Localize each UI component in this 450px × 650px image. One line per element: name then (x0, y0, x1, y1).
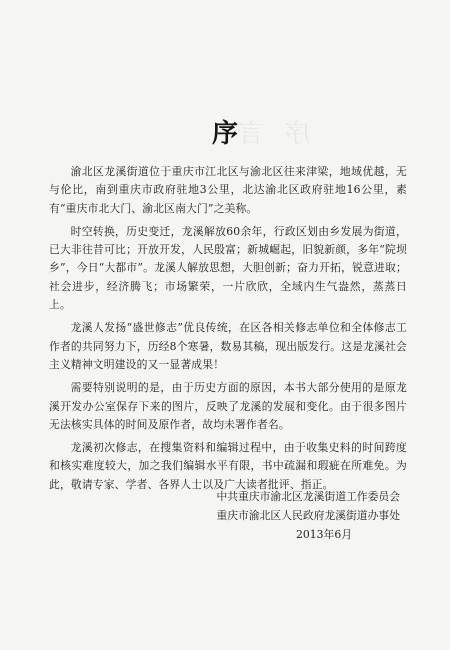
signature-org-1: 中共重庆市渝北区龙溪街道工作委员会 (216, 490, 400, 503)
paragraph-3: 龙溪人发扬“盛世修志”优良传统，在区各相关修志单位和全体修志工作者的共同努力下，历经8个寒暑，数易其稿，现出版发行。这是龙溪社会主义精神文明建设的又一显著成果！ (49, 321, 407, 371)
signature-org-2: 重庆市渝北区人民政府龙溪街道办事处 (216, 509, 400, 522)
preface-body (49, 163, 407, 499)
paragraph-1: 渝北区龙溪街道位于重庆市江北区与渝北区往来津梁，地域优越，无与伦比，南到重庆市政府驻地3公里，北达渝北区政府驻地16公里，素有“重庆市北大门、渝北区南大门”之美称。 (49, 165, 407, 215)
paragraph-5: 龙溪初次修志，在搜集资料和编辑过程中，由于收集史料的时间跨度和核实难度较大，加之我们编辑水平有限，书中疏漏和瑕疵在所难免。为此，敬请专家、学者、各界人士以及广大读者批评、指正。 (49, 441, 407, 491)
signature-date: 2013年6月 (296, 528, 352, 541)
page-title: 序 (211, 119, 238, 149)
paragraph-2: 时空转换，历史变迁，龙溪解放60余年，行政区划由乡发展为街道，已大非往昔可比；开放开发，人民殷富；新城崛起，旧貌新颜，多年“院坝乡”，今日“大都市”。龙溪人解放思想，大胆创新；奋力开拓，锐意进取；社会进步，经济腾飞；市场繁荣，一片欣欣，全域内生气盎然，蒸蒸日上。 (49, 224, 407, 312)
show-through-text: 序 言 (232, 119, 311, 149)
paragraph-4: 需要特别说明的是，由于历史方面的原因，本书大部分使用的是原龙溪开发办公室保存下来的图片，反映了龙溪的发展和变化。由于很多图片无法核实具体的时间及原作者，故均未署作者名。 (49, 381, 407, 431)
